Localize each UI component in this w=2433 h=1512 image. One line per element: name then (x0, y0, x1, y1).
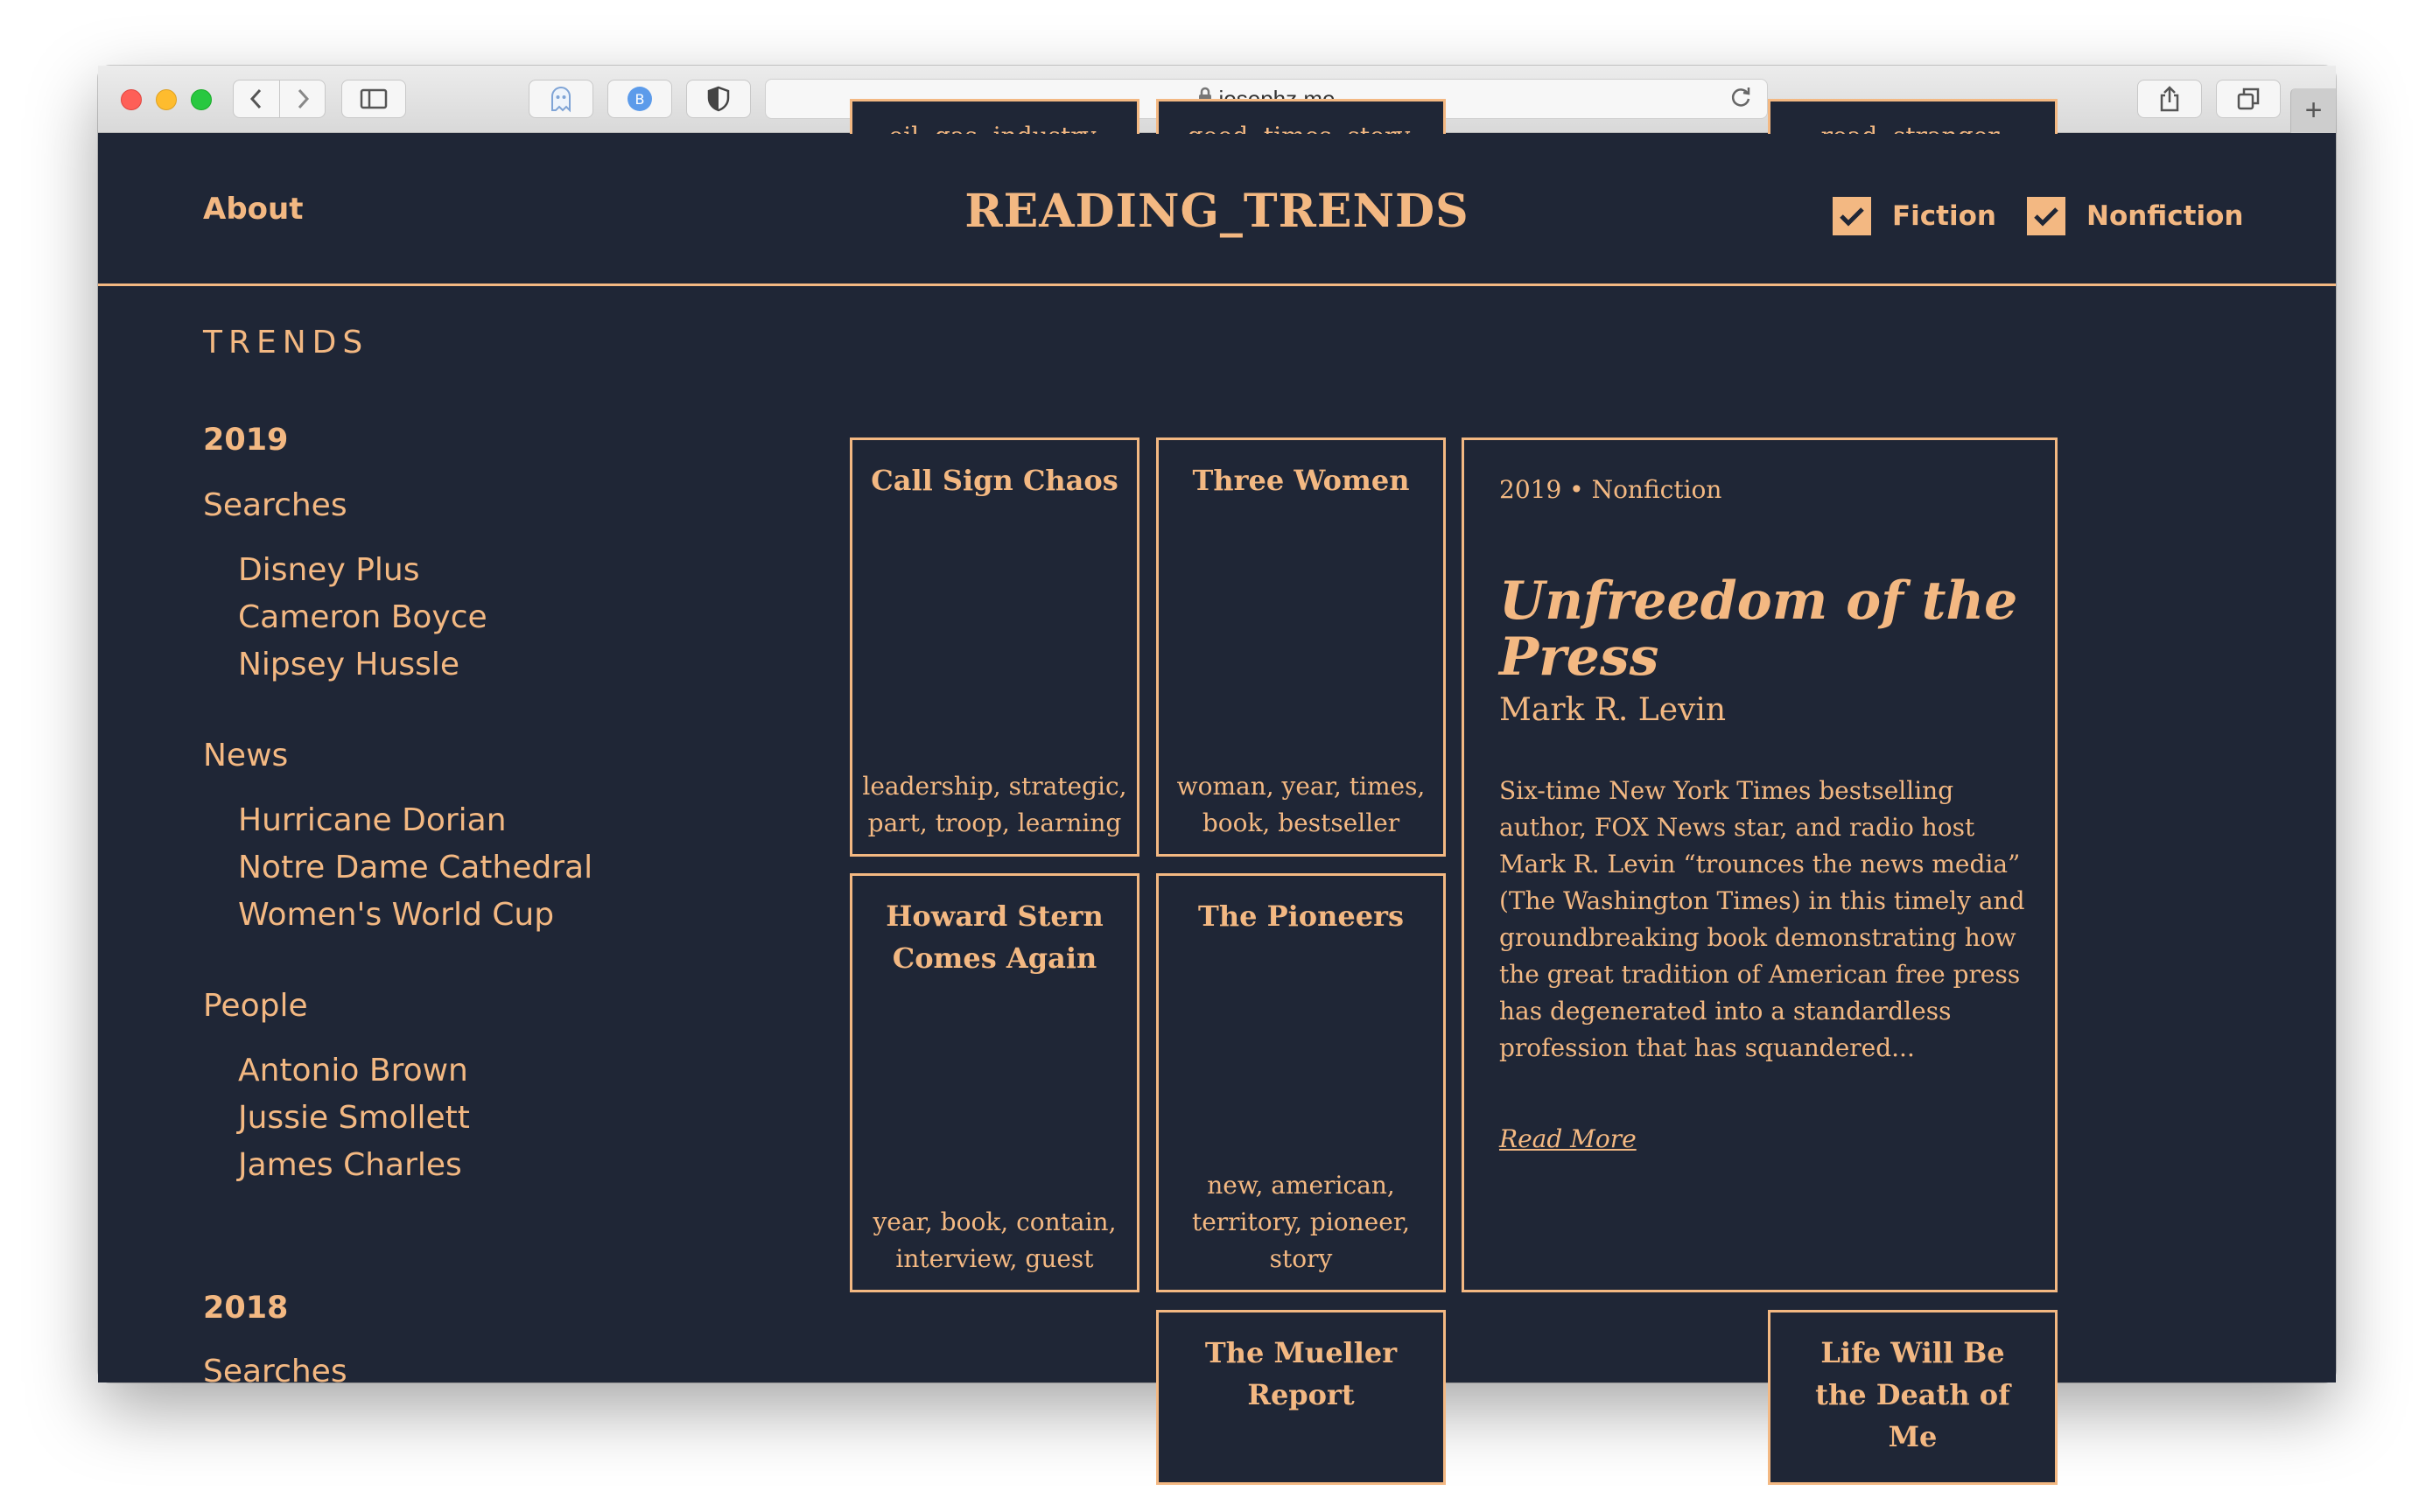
sidebar-toggle-button[interactable] (341, 80, 406, 118)
book-title: Three Women (1192, 464, 1410, 497)
book-title: The Pioneers (1198, 900, 1404, 933)
category-news[interactable]: News (203, 738, 289, 774)
book-card-three-women[interactable] (1156, 438, 1446, 857)
minimize-window-button[interactable] (156, 89, 177, 110)
year-heading[interactable]: 2018 (203, 1291, 289, 1326)
history-nav (233, 80, 326, 118)
checkmark-icon (1839, 206, 1865, 227)
trend-item[interactable]: Notre Dame Cathedral (238, 850, 593, 886)
book-keywords: year, book, contain, interview, guest (873, 1208, 1117, 1273)
nonfiction-checkbox[interactable] (2027, 197, 2065, 235)
chevron-right-icon (296, 88, 310, 109)
book-card-mueller-report[interactable] (1156, 1310, 1446, 1485)
book-title: Howard Stern Comes Again (886, 900, 1104, 975)
category-people[interactable]: People (203, 988, 308, 1024)
trends-heading: TRENDS (203, 325, 369, 360)
checkmark-icon (2033, 206, 2059, 227)
svg-text:B: B (635, 91, 645, 108)
reading-trends-page (98, 134, 2336, 1453)
fiction-label: Fiction (1892, 200, 1996, 232)
trend-item[interactable]: Hurricane Dorian (238, 802, 507, 838)
b-badge-icon (627, 86, 653, 112)
trend-item[interactable]: Jussie Smollett (238, 1100, 470, 1136)
chevron-left-icon (249, 88, 263, 109)
book-keywords: woman, year, times, book, bestseller (1176, 772, 1426, 837)
tabs-icon (2236, 87, 2261, 111)
about-link[interactable]: About (203, 192, 304, 227)
forward-button[interactable] (279, 80, 325, 118)
book-description: Six-time New York Times bestselling author, FOX News star, and radio host Mark R. Levin “trounces the news media” (The Washington Times) in this timely and groundbreaking book demonstrating how the great tradition of American free press has degenerated into a standardless profession that has squandered... (1499, 776, 2025, 1062)
reload-icon[interactable] (1728, 85, 1753, 116)
book-detail-title: Unfreedom of the Press (1499, 570, 2018, 688)
trend-item[interactable]: Women's World Cup (238, 897, 555, 933)
trend-item[interactable]: James Charles (238, 1147, 462, 1183)
plus-icon: + (2304, 94, 2323, 127)
shield-icon (707, 86, 730, 112)
trend-item[interactable]: Antonio Brown (238, 1053, 468, 1088)
book-card-howard-stern[interactable] (850, 873, 1139, 1292)
book-meta: 2019 • Nonfiction (1499, 475, 1722, 504)
book-title: Life Will Be the Death of Me (1815, 1336, 2010, 1453)
ghostery-extension-button[interactable] (529, 80, 593, 118)
trend-item[interactable]: Nipsey Hussle (238, 647, 459, 682)
book-title: The Mueller Report (1204, 1336, 1398, 1411)
site-brand: READING_TRENDS (964, 185, 1469, 238)
new-tab-button[interactable] (2290, 88, 2336, 133)
bitwarden-extension-button[interactable] (607, 80, 672, 118)
privacy-extension-button[interactable] (686, 80, 751, 118)
book-keywords: new, american, territory, pioneer, story (1191, 1171, 1411, 1273)
close-window-button[interactable] (121, 89, 142, 110)
zoom-window-button[interactable] (191, 89, 212, 110)
book-author: Mark R. Levin (1499, 692, 1727, 728)
book-keywords: leadership, strategic, part, troop, learning (862, 772, 1127, 837)
back-button[interactable] (234, 80, 279, 118)
fiction-checkbox[interactable] (1833, 197, 1871, 235)
share-icon (2159, 86, 2180, 112)
fiction-filter[interactable] (1833, 197, 1996, 235)
nonfiction-label: Nonfiction (2086, 200, 2244, 232)
sidebar-icon (360, 88, 388, 109)
site-header (98, 134, 2336, 286)
book-detail-card (1462, 438, 2058, 1292)
book-card-the-pioneers[interactable] (1156, 873, 1446, 1292)
nonfiction-filter[interactable] (2027, 197, 2243, 235)
trend-item[interactable]: Disney Plus (238, 552, 420, 588)
ghost-icon (550, 86, 572, 112)
trend-item[interactable]: Cameron Boyce (238, 599, 487, 635)
tab-overview-button[interactable] (2216, 80, 2281, 118)
read-more-link[interactable]: Read More (1499, 1124, 1637, 1153)
share-button[interactable] (2137, 80, 2202, 118)
book-card-call-sign-chaos[interactable] (850, 438, 1139, 857)
book-card-life-will-be[interactable] (1768, 1310, 2058, 1485)
year-heading[interactable]: 2019 (203, 423, 289, 458)
category-searches[interactable]: Searches (203, 1354, 347, 1390)
book-title: Call Sign Chaos (871, 464, 1118, 497)
category-searches[interactable]: Searches (203, 487, 347, 523)
browser-window (98, 66, 2336, 1453)
